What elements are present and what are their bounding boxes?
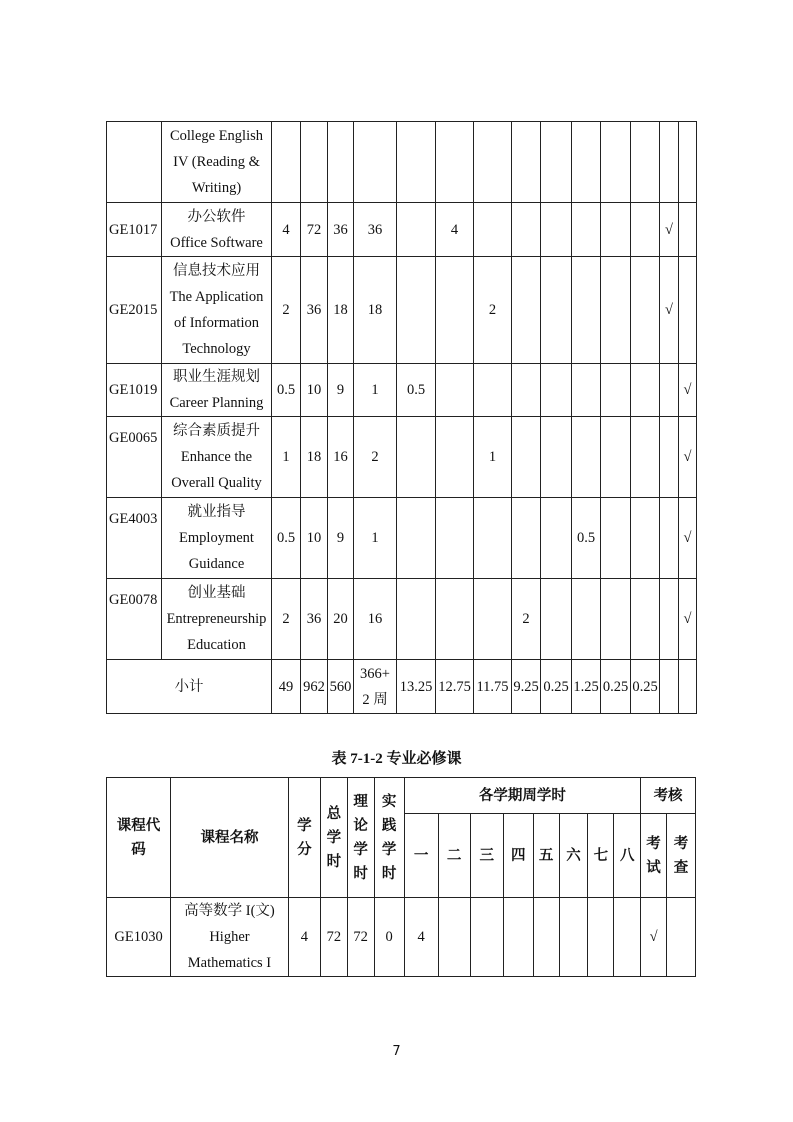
page-number: 7	[392, 1044, 401, 1059]
term-7-cell	[601, 364, 631, 417]
term-8-cell	[631, 364, 660, 417]
theory-hours-cell: 9	[328, 364, 354, 417]
course-code: GE4003	[107, 498, 162, 579]
term-1-cell	[397, 498, 436, 579]
term-4-cell	[512, 257, 541, 364]
exam-cell	[660, 579, 679, 660]
course-name-line: Education	[187, 637, 246, 653]
major-required-courses-table	[106, 777, 696, 977]
practice-hours-cell	[354, 660, 397, 714]
table-row	[107, 898, 696, 977]
total-hours-cell: 10	[301, 498, 328, 579]
header-term-6: 六	[559, 814, 588, 898]
header-total-hours: 总 学 时	[320, 778, 347, 898]
theory-hours-cell: 16	[328, 417, 354, 498]
course-name	[162, 122, 272, 203]
header-term-4: 四	[503, 814, 533, 898]
term-4-cell	[512, 417, 541, 498]
credit-cell: 2	[272, 579, 301, 660]
term-1-cell	[397, 257, 436, 364]
term-2-cell: 4	[436, 203, 474, 257]
term-7-cell	[601, 498, 631, 579]
term-6-cell	[572, 364, 601, 417]
term-5-cell	[541, 498, 572, 579]
exam-cell	[660, 364, 679, 417]
term-7-cell	[601, 122, 631, 203]
term-2-cell: 12.75	[436, 660, 474, 714]
check-cell: √	[679, 417, 697, 498]
total-hours-cell: 18	[301, 417, 328, 498]
exam-cell	[660, 417, 679, 498]
table-row	[107, 417, 697, 498]
term-5-cell	[541, 122, 572, 203]
header-term-3: 三	[470, 814, 503, 898]
header-term-5: 五	[533, 814, 559, 898]
course-name-line: Enhance the	[180, 449, 253, 465]
course-name-line: 高等数学 I(文)	[184, 903, 275, 919]
practice-hours-cell: 36	[354, 203, 397, 257]
course-name-line: Career Planning	[169, 395, 264, 411]
credit-cell: 4	[272, 203, 301, 257]
check-cell	[679, 257, 697, 364]
practice-hours-cell: 18	[354, 257, 397, 364]
course-name-line: 职业生涯规划	[173, 369, 260, 385]
term-6-cell	[572, 122, 601, 203]
practice-hours-cell: 1	[354, 364, 397, 417]
term-3-cell: 11.75	[474, 660, 512, 714]
course-name-line: 就业指导	[187, 504, 246, 520]
term-6-cell: 1.25	[572, 660, 601, 714]
credit-cell	[272, 122, 301, 203]
exam-cell	[660, 660, 679, 714]
course-code: GE1030	[107, 898, 171, 977]
theory-hours-cell: 18	[328, 257, 354, 364]
header-course-code: 课程代 码	[107, 778, 171, 898]
general-courses-table	[106, 121, 697, 714]
term-7-cell	[601, 417, 631, 498]
table-row	[107, 257, 697, 364]
course-name-line: Entrepreneurship	[166, 611, 267, 627]
course-name-line: Mathematics I	[187, 955, 272, 971]
subtotal-row	[107, 660, 697, 714]
term-1-cell: 0.5	[397, 364, 436, 417]
total-hours-cell	[301, 122, 328, 203]
header-assessment: 考核	[641, 778, 696, 814]
credit-cell: 4	[288, 898, 320, 977]
term-4-cell: 9.25	[512, 660, 541, 714]
course-name	[162, 417, 272, 498]
term-2-cell	[436, 579, 474, 660]
check-cell: √	[679, 579, 697, 660]
practice-hours-cell: 1	[354, 498, 397, 579]
term-5-cell	[541, 203, 572, 257]
theory-hours-cell: 560	[328, 660, 354, 714]
practice-hours-cell: 16	[354, 579, 397, 660]
exam-cell	[660, 122, 679, 203]
course-name-line: Writing)	[191, 180, 242, 196]
course-name-line: of Information	[174, 315, 259, 331]
exam-cell: √	[660, 257, 679, 364]
term-2-cell	[436, 257, 474, 364]
course-name-line: Employment	[179, 530, 254, 546]
term-3-cell	[474, 498, 512, 579]
term-2-cell	[436, 498, 474, 579]
header-check: 考 查	[666, 814, 695, 898]
term-8-cell	[631, 579, 660, 660]
course-name	[162, 257, 272, 364]
course-name-line: Technology	[182, 341, 251, 357]
theory-hours-cell: 72	[347, 898, 374, 977]
theory-hours-cell: 9	[328, 498, 354, 579]
term-6-cell	[572, 417, 601, 498]
header-term-weekly-hours: 各学期周学时	[404, 778, 641, 814]
exam-cell: √	[660, 203, 679, 257]
course-name-line: 办公软件	[187, 208, 246, 225]
term-5-cell	[541, 257, 572, 364]
term-2-cell	[436, 364, 474, 417]
term-8-cell	[631, 498, 660, 579]
term-3-cell	[474, 579, 512, 660]
term-3-cell	[474, 122, 512, 203]
total-hours-cell: 36	[301, 257, 328, 364]
term-8-cell	[631, 417, 660, 498]
term-1-cell	[397, 417, 436, 498]
practice-hours-cell: 2	[354, 417, 397, 498]
practice-hours-cell: 0	[374, 898, 404, 977]
term-3-cell: 2	[474, 257, 512, 364]
total-hours-cell: 962	[301, 660, 328, 714]
term-2-cell	[436, 417, 474, 498]
table-row	[107, 364, 697, 417]
exam-cell	[660, 498, 679, 579]
subtotal-label: 小计	[107, 660, 272, 714]
check-cell	[666, 898, 695, 977]
total-hours-cell: 10	[301, 364, 328, 417]
term-5-cell	[541, 417, 572, 498]
table-row	[107, 203, 697, 257]
header-exam: 考 试	[641, 814, 667, 898]
term-8-cell	[631, 257, 660, 364]
course-name-line: 综合素质提升	[173, 423, 260, 439]
course-name	[162, 498, 272, 579]
course-name	[171, 898, 289, 977]
term-5-cell	[541, 579, 572, 660]
total-hours-cell: 36	[301, 579, 328, 660]
term-7-cell	[601, 579, 631, 660]
credit-cell: 1	[272, 417, 301, 498]
header-course-name: 课程名称	[171, 778, 289, 898]
term-1-cell: 4	[404, 898, 438, 977]
header-theory-hours: 理 论 学 时	[347, 778, 374, 898]
practice-hours-cell	[354, 122, 397, 203]
course-name-line: Guidance	[188, 556, 245, 572]
term-4-cell: 2	[512, 579, 541, 660]
course-code: GE1019	[107, 364, 162, 417]
term-7-cell: 0.25	[601, 660, 631, 714]
term-6-cell	[572, 579, 601, 660]
term-1-cell	[397, 579, 436, 660]
check-cell: √	[679, 498, 697, 579]
term-5-cell: 0.25	[541, 660, 572, 714]
term-3-cell	[474, 364, 512, 417]
practice-hours-line: 366+	[360, 665, 390, 682]
term-2-cell	[438, 898, 470, 977]
term-1-cell	[397, 122, 436, 203]
term-4-cell	[512, 122, 541, 203]
term-7-cell	[588, 898, 614, 977]
check-cell	[679, 203, 697, 257]
term-4-cell	[512, 498, 541, 579]
term-5-cell	[533, 898, 559, 977]
check-cell: √	[679, 364, 697, 417]
course-code: GE2015	[107, 257, 162, 364]
course-code: GE0078	[107, 579, 162, 660]
term-8-cell	[631, 122, 660, 203]
header-term-8: 八	[614, 814, 641, 898]
check-cell	[679, 660, 697, 714]
header-credit: 学 分	[288, 778, 320, 898]
term-6-cell: 0.5	[572, 498, 601, 579]
course-name-line: College English	[169, 128, 264, 144]
course-name	[162, 579, 272, 660]
credit-cell: 2	[272, 257, 301, 364]
term-8-cell	[631, 203, 660, 257]
header-term-7: 七	[588, 814, 614, 898]
term-6-cell	[572, 257, 601, 364]
theory-hours-cell: 36	[328, 203, 354, 257]
header-term-1: 一	[404, 814, 438, 898]
credit-cell: 49	[272, 660, 301, 714]
table-row	[107, 122, 697, 203]
course-name-line: Overall Quality	[171, 475, 262, 491]
term-3-cell: 1	[474, 417, 512, 498]
course-name-line: Higher	[209, 929, 250, 945]
theory-hours-cell: 20	[328, 579, 354, 660]
term-2-cell	[436, 122, 474, 203]
credit-cell: 0.5	[272, 364, 301, 417]
course-name-line: 信息技术应用	[173, 263, 260, 279]
term-6-cell	[572, 203, 601, 257]
theory-hours-cell	[328, 122, 354, 203]
course-name	[162, 364, 272, 417]
exam-cell: √	[641, 898, 667, 977]
table-row	[107, 579, 697, 660]
term-8-cell	[614, 898, 641, 977]
course-code: GE1017	[107, 203, 162, 257]
course-name	[162, 203, 272, 257]
header-term-2: 二	[438, 814, 470, 898]
term-4-cell	[503, 898, 533, 977]
course-name-line: IV (Reading &	[173, 154, 260, 170]
header-practice-hours: 实 践 学 时	[374, 778, 404, 898]
term-4-cell	[512, 203, 541, 257]
practice-hours-line: 2 周	[362, 691, 388, 708]
term-1-cell	[397, 203, 436, 257]
term-4-cell	[512, 364, 541, 417]
table-caption: 表 7-1-2 专业必修课	[331, 751, 462, 767]
term-3-cell	[474, 203, 512, 257]
course-name-line: 创业基础	[187, 585, 246, 601]
course-name-line: Office Software	[170, 234, 263, 251]
term-7-cell	[601, 203, 631, 257]
course-code	[107, 122, 162, 203]
term-7-cell	[601, 257, 631, 364]
term-3-cell	[470, 898, 503, 977]
credit-cell: 0.5	[272, 498, 301, 579]
term-8-cell: 0.25	[631, 660, 660, 714]
course-code: GE0065	[107, 417, 162, 498]
term-6-cell	[559, 898, 588, 977]
course-name-line: The Application	[169, 289, 264, 305]
check-cell	[679, 122, 697, 203]
total-hours-cell: 72	[301, 203, 328, 257]
total-hours-cell: 72	[320, 898, 347, 977]
table-row	[107, 498, 697, 579]
term-5-cell	[541, 364, 572, 417]
term-1-cell: 13.25	[397, 660, 436, 714]
